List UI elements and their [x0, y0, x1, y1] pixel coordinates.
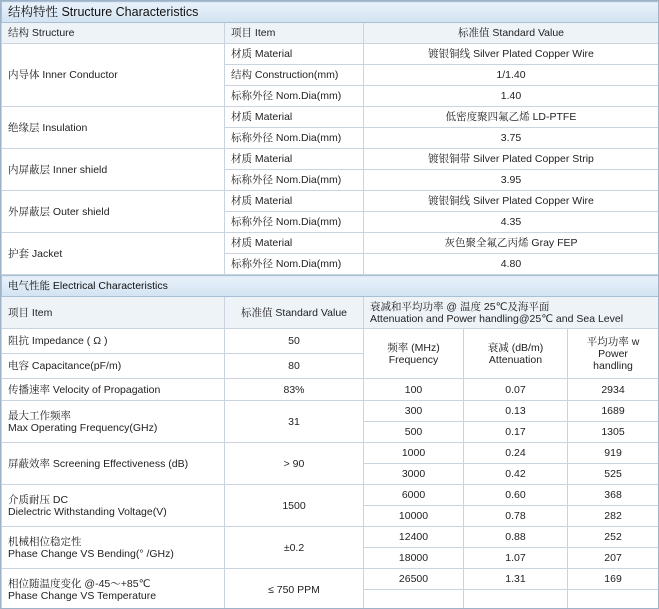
row-value: 1/1.40 — [364, 65, 659, 86]
structure-header-item: 项目 Item — [225, 23, 364, 44]
row-item: 结构 Construction(mm) — [225, 65, 364, 86]
att-cell: 0.24 — [464, 443, 568, 464]
param-value: ±0.2 — [225, 527, 364, 569]
param-value: 83% — [225, 379, 364, 401]
table-row — [2, 191, 659, 212]
row-item: 材质 Material — [225, 191, 364, 212]
row-value: 镀银铜线 Silver Plated Copper Wire — [364, 44, 659, 65]
row-value: 灰色聚全氟乙丙烯 Gray FEP — [364, 233, 659, 254]
freq-cell: 12400 — [364, 527, 464, 548]
param-label: 屏蔽效率 Screening Effectiveness (dB) — [2, 443, 225, 485]
pow-cell: 1689 — [568, 401, 659, 422]
row-item: 材质 Material — [225, 107, 364, 128]
empty-cell — [364, 590, 464, 609]
param-label: 机械相位稳定性 — [8, 535, 82, 548]
freq-cell: 300 — [364, 401, 464, 422]
param-label: 介质耐压 DC — [8, 493, 69, 506]
att-col-cn: 衰减 (dB/m) — [487, 341, 544, 354]
param-value: 31 — [225, 401, 364, 443]
pow-cell: 368 — [568, 485, 659, 506]
param-label-en: Dielectric Withstanding Voltage(V) — [8, 505, 167, 518]
att-cell: 0.42 — [464, 464, 568, 485]
row-item: 材质 Material — [225, 44, 364, 65]
att-cell: 1.31 — [464, 569, 568, 590]
param-label-en: Max Operating Frequency(GHz) — [8, 421, 158, 434]
param-value: 50 — [225, 329, 364, 354]
table-row — [2, 569, 659, 590]
freq-cell: 3000 — [364, 464, 464, 485]
row-value: 低密度聚四氟乙烯 LD-PTFE — [364, 107, 659, 128]
att-cell: 0.13 — [464, 401, 568, 422]
electrical-header-item: 项目 Item — [2, 297, 225, 329]
pow-cell: 252 — [568, 527, 659, 548]
att-cell: 0.78 — [464, 506, 568, 527]
table-row — [2, 329, 659, 354]
param-value: 80 — [225, 354, 364, 379]
freq-cell: 1000 — [364, 443, 464, 464]
outer-shield-label: 外屏蔽层 Outer shield — [2, 191, 225, 233]
row-value: 3.95 — [364, 170, 659, 191]
row-item: 材质 Material — [225, 149, 364, 170]
attenuation-header-cn: 衰减和平均功率 @ 温度 25℃及海平面 — [370, 300, 550, 313]
pow-cell: 207 — [568, 548, 659, 569]
freq-cell: 100 — [364, 379, 464, 401]
att-cell: 0.07 — [464, 379, 568, 401]
param-value: > 90 — [225, 443, 364, 485]
table-row — [2, 149, 659, 170]
att-col-en: Attenuation — [488, 353, 543, 366]
pow-col-cn: 平均功率 w — [586, 335, 640, 348]
electrical-header-value: 标准值 Standard Value — [225, 297, 364, 329]
structure-table — [1, 1, 659, 275]
structure-header-structure: 结构 Structure — [2, 23, 225, 44]
attenuation-header-en: Attenuation and Power handling@25℃ and Sea Level — [370, 312, 624, 325]
param-label: 相位随温度变化 @-45～+85℃ — [8, 577, 151, 590]
param-value: 1500 — [225, 485, 364, 527]
param-label: 最大工作频率 — [8, 409, 71, 422]
row-item: 标称外径 Nom.Dia(mm) — [225, 212, 364, 233]
pow-cell: 2934 — [568, 379, 659, 401]
row-value: 镀银铜线 Silver Plated Copper Wire — [364, 191, 659, 212]
row-value: 1.40 — [364, 86, 659, 107]
jacket-label: 护套 Jacket — [2, 233, 225, 275]
empty-cell — [568, 590, 659, 609]
row-value: 3.75 — [364, 128, 659, 149]
freq-cell: 18000 — [364, 548, 464, 569]
param-label: 电容 Capacitance(pF/m) — [2, 354, 225, 379]
freq-col-en: Frequency — [388, 353, 439, 366]
row-value: 镀银铜带 Silver Plated Copper Strip — [364, 149, 659, 170]
freq-col-cn: 频率 (MHz) — [387, 341, 440, 354]
electrical-table — [1, 275, 659, 609]
table-row — [2, 443, 659, 464]
att-cell: 0.60 — [464, 485, 568, 506]
electrical-section-title: 电气性能 Electrical Characteristics — [2, 276, 659, 297]
pow-cell: 919 — [568, 443, 659, 464]
inner-conductor-label: 内导体 Inner Conductor — [2, 44, 225, 107]
row-item: 标称外径 Nom.Dia(mm) — [225, 128, 364, 149]
freq-cell: 6000 — [364, 485, 464, 506]
table-row — [2, 401, 659, 422]
inner-shield-label: 内屏蔽层 Inner shield — [2, 149, 225, 191]
pow-cell: 525 — [568, 464, 659, 485]
row-item: 材质 Material — [225, 233, 364, 254]
table-row — [2, 44, 659, 65]
row-item: 标称外径 Nom.Dia(mm) — [225, 86, 364, 107]
structure-header-value: 标准值 Standard Value — [364, 23, 659, 44]
empty-cell — [464, 590, 568, 609]
row-item: 标称外径 Nom.Dia(mm) — [225, 254, 364, 275]
table-row — [2, 527, 659, 548]
freq-cell: 10000 — [364, 506, 464, 527]
param-value: ≤ 750 PPM — [225, 569, 364, 609]
pow-col-en1: Power — [598, 347, 628, 360]
row-value: 4.80 — [364, 254, 659, 275]
insulation-label: 绝缘层 Insulation — [2, 107, 225, 149]
att-cell: 1.07 — [464, 548, 568, 569]
pow-cell: 282 — [568, 506, 659, 527]
table-row — [2, 485, 659, 506]
row-item: 标称外径 Nom.Dia(mm) — [225, 170, 364, 191]
freq-cell: 500 — [364, 422, 464, 443]
table-row — [2, 107, 659, 128]
att-cell: 0.88 — [464, 527, 568, 548]
param-label: 阻抗 Impedance ( Ω ) — [2, 329, 225, 354]
pow-cell: 1305 — [568, 422, 659, 443]
pow-cell: 169 — [568, 569, 659, 590]
param-label: 传播速率 Velocity of Propagation — [2, 379, 225, 401]
table-row — [2, 379, 659, 401]
structure-section-title: 结构特性 Structure Characteristics — [2, 2, 659, 23]
param-label-en: Phase Change VS Temperature — [8, 589, 157, 602]
freq-cell: 26500 — [364, 569, 464, 590]
pow-col-en2: handling — [593, 359, 633, 372]
row-value: 4.35 — [364, 212, 659, 233]
att-cell: 0.17 — [464, 422, 568, 443]
table-row — [2, 233, 659, 254]
param-label-en: Phase Change VS Bending(° /GHz) — [8, 547, 174, 560]
